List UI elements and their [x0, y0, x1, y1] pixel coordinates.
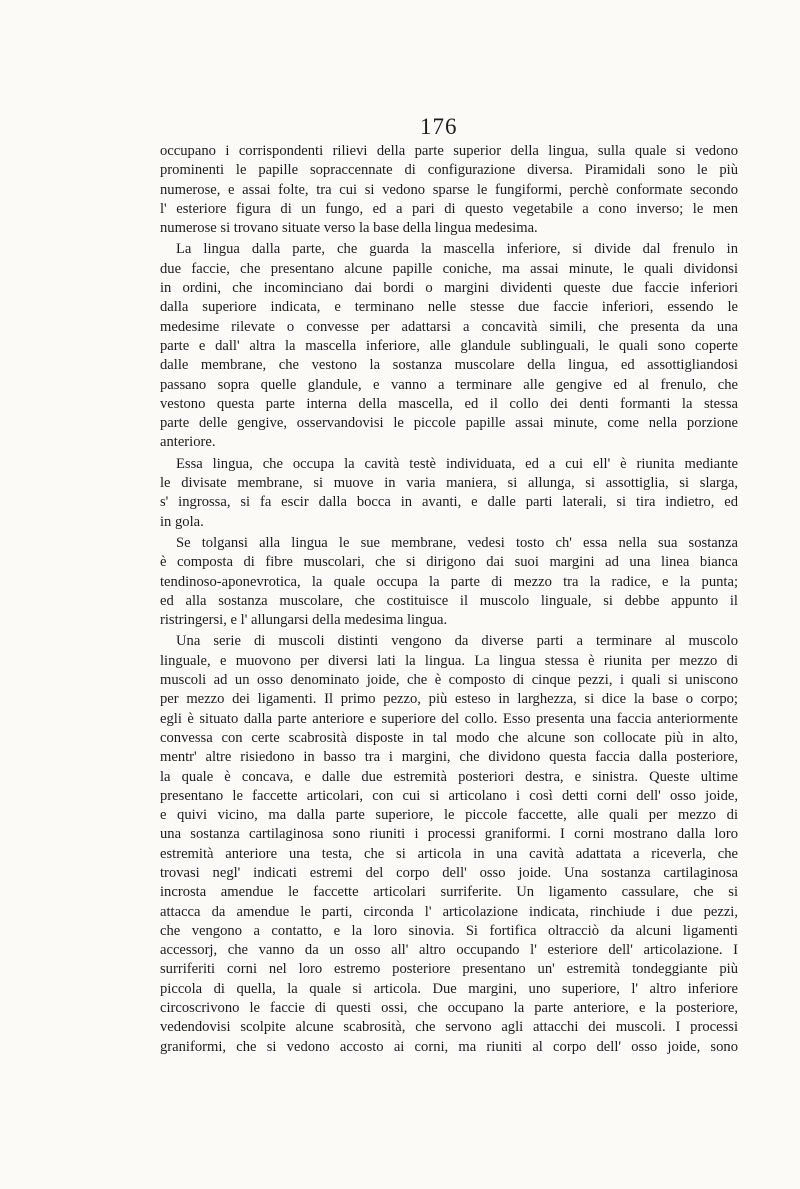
text-line: in ordini, che incominciano dai bordi o margini dividenti queste due faccie inferiori — [160, 280, 738, 297]
text-line: graniformi, che si vedono accosto ai corni, ma riuniti al corpo dell' osso joide, sono — [160, 1038, 738, 1055]
text-line: s' ingrossa, si fa escir dalla bocca in avanti, e dalle parti laterali, si tira indietro, ed — [160, 494, 738, 511]
text-line: in gola. — [160, 513, 204, 530]
text-line: trovasi negl' indicati estremi del corpo dell' osso joide. Una sostanza cartilaginosa — [160, 864, 738, 881]
text-line: vedendovisi scolpite alcune scabrosità, che servono agli attacchi dei muscoli. I processi — [160, 1019, 738, 1036]
text-line: La lingua dalla parte, che guarda la mascella inferiore, si divide dal frenulo in — [176, 241, 738, 258]
text-line: accessorj, che vanno da un osso all' altro occupando l' esteriore dell' articolazione. I — [160, 942, 738, 959]
paragraph — [160, 240, 738, 452]
paragraph — [160, 534, 738, 630]
text-line: è composta di fibre muscolari, che si dirigono dai suoi margini ad una linea bianca — [160, 554, 738, 571]
text-line: numerose si trovano situate verso la base della lingua medesima. — [160, 220, 538, 237]
text-line: parte delle gengive, osservandovisi le piccole papille assai minute, come nella porzione — [160, 415, 738, 432]
text-line: Una serie di muscoli distinti vengono da diverse parti a terminare al muscolo — [176, 633, 738, 650]
text-line: convessa con certe scabrosità disposte in tal modo che alcune son collocate più in alto, — [160, 729, 738, 746]
text-line: Essa lingua, che occupa la cavità testè individuata, ed a cui ell' è riunita mediante — [176, 455, 738, 472]
text-line: mentr' altre risiedono in basso tra i margini, che dividono questa faccia dalla posteriore, — [160, 749, 738, 766]
text-line: l' esteriore figura di un fungo, ed a pari di questo vegetabile a cono inverso; le men — [160, 200, 738, 217]
text-line: occupano i corrispondenti rilievi della parte superior della lingua, sulla quale si vedono — [160, 143, 738, 159]
text-line: ed alla sostanza muscolare, che costituisce il muscolo linguale, si debbe appunto il — [160, 592, 738, 609]
text-line: numerose, e assai folte, tra cui si vedono sparse le fungiformi, perchè conformate secondo — [160, 181, 738, 198]
text-line: Se tolgansi alla lingua le sue membrane, vedesi tosto ch' essa nella sua sostanza — [176, 534, 738, 551]
text-line: una sostanza cartilaginosa sono riuniti i processi graniformi. I corni mostrano dalla loro — [160, 826, 738, 843]
text-line: la quale è concava, e dalle due estremità posteriori destra, e sinistra. Queste ultime — [160, 768, 738, 785]
text-line: dalla superiore indicata, e terminano nelle stesse due faccie inferiori, essendo le — [160, 299, 738, 316]
text-line: parte e dall' altra la mascella inferiore, alle glandule sublinguali, le quali sono coperte — [160, 337, 738, 354]
text-line: passano sopra quelle glandule, e vanno a terminare alle gengive ed al frenulo, che — [160, 376, 738, 393]
text-line: e quivi vicino, ma dalla parte superiore, le piccole faccette, alle quali per mezzo di — [160, 807, 738, 824]
text-line: surriferiti corni nel loro estremo posteriore presentano un' estremità tondeggiante più — [160, 961, 738, 978]
text-line: vestono questa parte interna della mascella, ed il collo dei denti formanti la stessa — [160, 395, 738, 412]
text-line: medesime rilevate o convesse per adattarsi a concavità simili, che presenta da una — [160, 318, 738, 335]
paragraph — [160, 632, 738, 1057]
paragraph — [160, 455, 738, 532]
text-line: egli è situato dalla parte anteriore e superiore del collo. Esso presenta una faccia anteriormente — [160, 710, 738, 727]
text-line: prominenti le papille sopraccennate di configurazione diversa. Piramidali sono le più — [160, 162, 738, 179]
text-line: ristringersi, e l' allungarsi della medesima lingua. — [160, 612, 448, 629]
text-line: estremità anteriore una testa, che si articola in una cavità adattata a riceverla, che — [160, 845, 738, 862]
text-line: che vengono a contatto, e la loro sinovia. Si fortifica oltracciò da alcuni ligamenti — [160, 922, 738, 939]
text-line: dalle membrane, che vestono la sostanza muscolare della lingua, ed assottigliandosi — [160, 357, 738, 374]
body-text — [160, 142, 738, 1057]
text-line: le divisate membrane, si muove in varia maniera, si allunga, si assottiglia, si slarga, — [160, 475, 738, 492]
text-line: tendinoso-aponevrotica, la quale occupa la parte di mezzo tra la radice, e la punta; — [160, 573, 738, 590]
text-line: incrosta amendue le faccette articolari surriferite. Un ligamento cassulare, che si — [160, 884, 738, 901]
text-line: muscoli ad un osso denominato joide, che è composto di cinque pezzi, i quali si uniscono — [160, 672, 738, 689]
text-line: circoscrivono le faccie di questi ossi, che occupano la parte anteriore, e la posteriore, — [160, 1000, 738, 1017]
page-number: 176 — [420, 114, 458, 139]
paragraph — [160, 142, 738, 238]
text-line: per mezzo dei ligamenti. Il primo pezzo, più esteso in larghezza, si dice la base o corpo; — [160, 691, 738, 708]
text-line: due faccie, che presentano alcune papille coniche, ma assai minute, le quali dividonsi — [160, 260, 738, 277]
text-line: attacca da amendue le parti, circonda l' articolazione indicata, rinchiude i due pezzi, — [160, 903, 738, 920]
text-line: linguale, e muovono per diversi lati la lingua. La lingua stessa è riunita per mezzo di — [160, 652, 738, 669]
text-line: anteriore. — [160, 434, 216, 451]
text-line: piccola di quella, la quale si articola. Due margini, uno superiore, l' altro inferiore — [160, 980, 738, 997]
text-line: presentano le faccette articolari, con cui si articolano i così detti corni dell' osso joide, — [160, 787, 738, 804]
